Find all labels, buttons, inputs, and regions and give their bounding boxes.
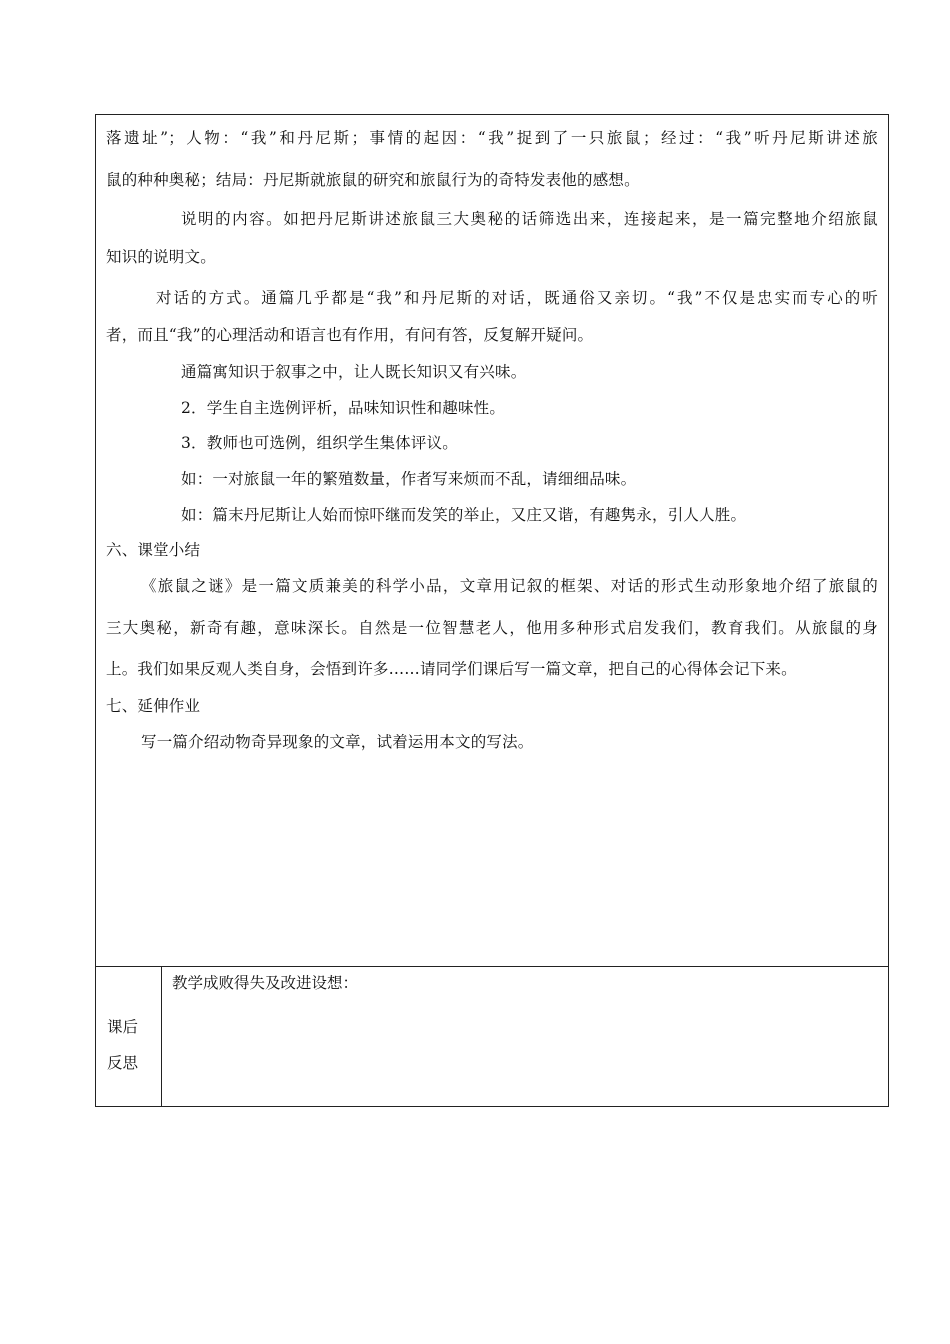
text-line: 三大奥秘，新奇有趣，意味深长。自然是一位智慧老人，他用多种形式启发我们，教育我们。从旅鼠的身 xyxy=(106,619,878,637)
text-line: 上。我们如果反观人类自身，会悟到许多……请同学们课后写一篇文章，把自己的心得体会记下来。 xyxy=(106,660,797,678)
text-line: 对话的方式。通篇几乎都是“我”和丹尼斯的对话，既通俗又亲切。“我”不仅是忠实而专心的听 xyxy=(156,289,878,307)
text-line: 2．学生自主选例评析，品味知识性和趣味性。 xyxy=(181,399,506,417)
text-line: 3．教师也可选例，组织学生集体评议。 xyxy=(181,434,458,452)
reflection-label-line2: 反思 xyxy=(107,1054,139,1072)
text-line: 写一篇介绍动物奇异现象的文章，试着运用本文的写法。 xyxy=(141,733,534,751)
reflection-content-cell xyxy=(162,967,888,1106)
text-line: 《旅鼠之谜》是一篇文质兼美的科学小品，文章用记叙的框架、对话的形式生动形象地介绍了旅鼠的 xyxy=(141,577,878,595)
reflection-label-line1: 课后 xyxy=(107,1018,139,1036)
text-line: 鼠的种种奥秘；结局：丹尼斯就旅鼠的研究和旅鼠行为的奇特发表他的感想。 xyxy=(106,171,640,189)
reflection-label-cell xyxy=(96,967,162,1106)
text-line: 知识的说明文。 xyxy=(106,248,216,266)
section-heading: 六、课堂小结 xyxy=(106,541,201,559)
text-line: 通篇寓知识于叙事之中，让人既长知识又有兴味。 xyxy=(181,363,527,381)
text-line: 如：篇末丹尼斯让人始而惊吓继而发笑的举止，又庄又谐，有趣隽永，引人人胜。 xyxy=(181,506,747,524)
text-line: 说明的内容。如把丹尼斯讲述旅鼠三大奥秘的话筛选出来，连接起来，是一篇完整地介绍旅鼠 xyxy=(181,210,878,228)
text-line: 如：一对旅鼠一年的繁殖数量，作者写来烦而不乱，请细细品味。 xyxy=(181,470,637,488)
lesson-table xyxy=(95,114,889,1107)
section-heading: 七、延伸作业 xyxy=(106,697,201,715)
text-line: 者，而且“我”的心理活动和语言也有作用，有问有答，反复解开疑问。 xyxy=(106,326,594,344)
lesson-content-cell xyxy=(96,115,888,967)
reflection-prompt: 教学成败得失及改进设想： xyxy=(172,974,359,992)
text-line: 落遗址”；人物：“我”和丹尼斯；事情的起因：“我”捉到了一只旅鼠；经过：“我”听丹尼斯讲述旅 xyxy=(106,129,878,147)
